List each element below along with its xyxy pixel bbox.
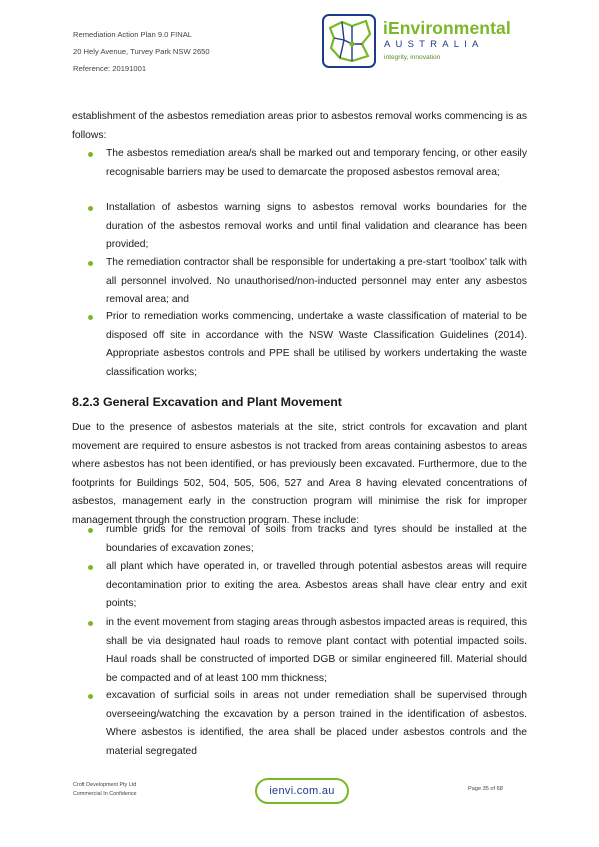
- bullet-icon: [88, 152, 93, 157]
- footer-company-info: [73, 781, 137, 799]
- intro-paragraph: establishment of the asbestos remediation areas prior to asbestos removal works commencing is as follows:: [72, 111, 527, 141]
- bullet-icon: [88, 315, 93, 320]
- logo-tagline: integrity, innovation: [384, 54, 441, 61]
- document-header-meta: [73, 26, 210, 77]
- page-number: Page 35 of 68: [468, 786, 503, 792]
- logo-brand-name: iEnvironmental: [383, 18, 511, 38]
- document-reference: Reference: 20191001: [73, 64, 147, 73]
- site-address: 20 Hely Avenue, Turvey Park NSW 2650: [73, 47, 210, 56]
- footer-company: Croft Development Pty Ltd: [73, 782, 137, 788]
- footer-confidentiality: Commercial In Confidence: [73, 791, 137, 797]
- map-outline-icon: [322, 14, 376, 68]
- website-link[interactable]: ienvi.com.au: [255, 778, 349, 804]
- logo-country: AUSTRALIA: [384, 39, 484, 50]
- section-heading: 8.2.3 General Excavation and Plant Movement: [72, 395, 342, 409]
- bullet-icon: [88, 694, 93, 699]
- bullet-icon: [88, 528, 93, 533]
- company-logo: [322, 14, 522, 70]
- section-paragraph: Due to the presence of asbestos materials at the site, strict controls for excavation and plant movement are required to ensure asbestos is not tracked from areas containing asbestos to areas where asbestos has not been identified, or has previously been excavated. Furthermore, due to the footprints for Buildings 502, 504, 505, 506, 527 and Area 8 having elevated concentrations of asbestos, management early in the construction program will minimise the risk for improper management through the construction program. These include:: [72, 422, 527, 526]
- bullet-icon: [88, 261, 93, 266]
- bullet-icon: [88, 621, 93, 626]
- bullet-icon: [88, 206, 93, 211]
- document-title: Remediation Action Plan 9.0 FINAL: [73, 30, 193, 39]
- bullet-icon: [88, 565, 93, 570]
